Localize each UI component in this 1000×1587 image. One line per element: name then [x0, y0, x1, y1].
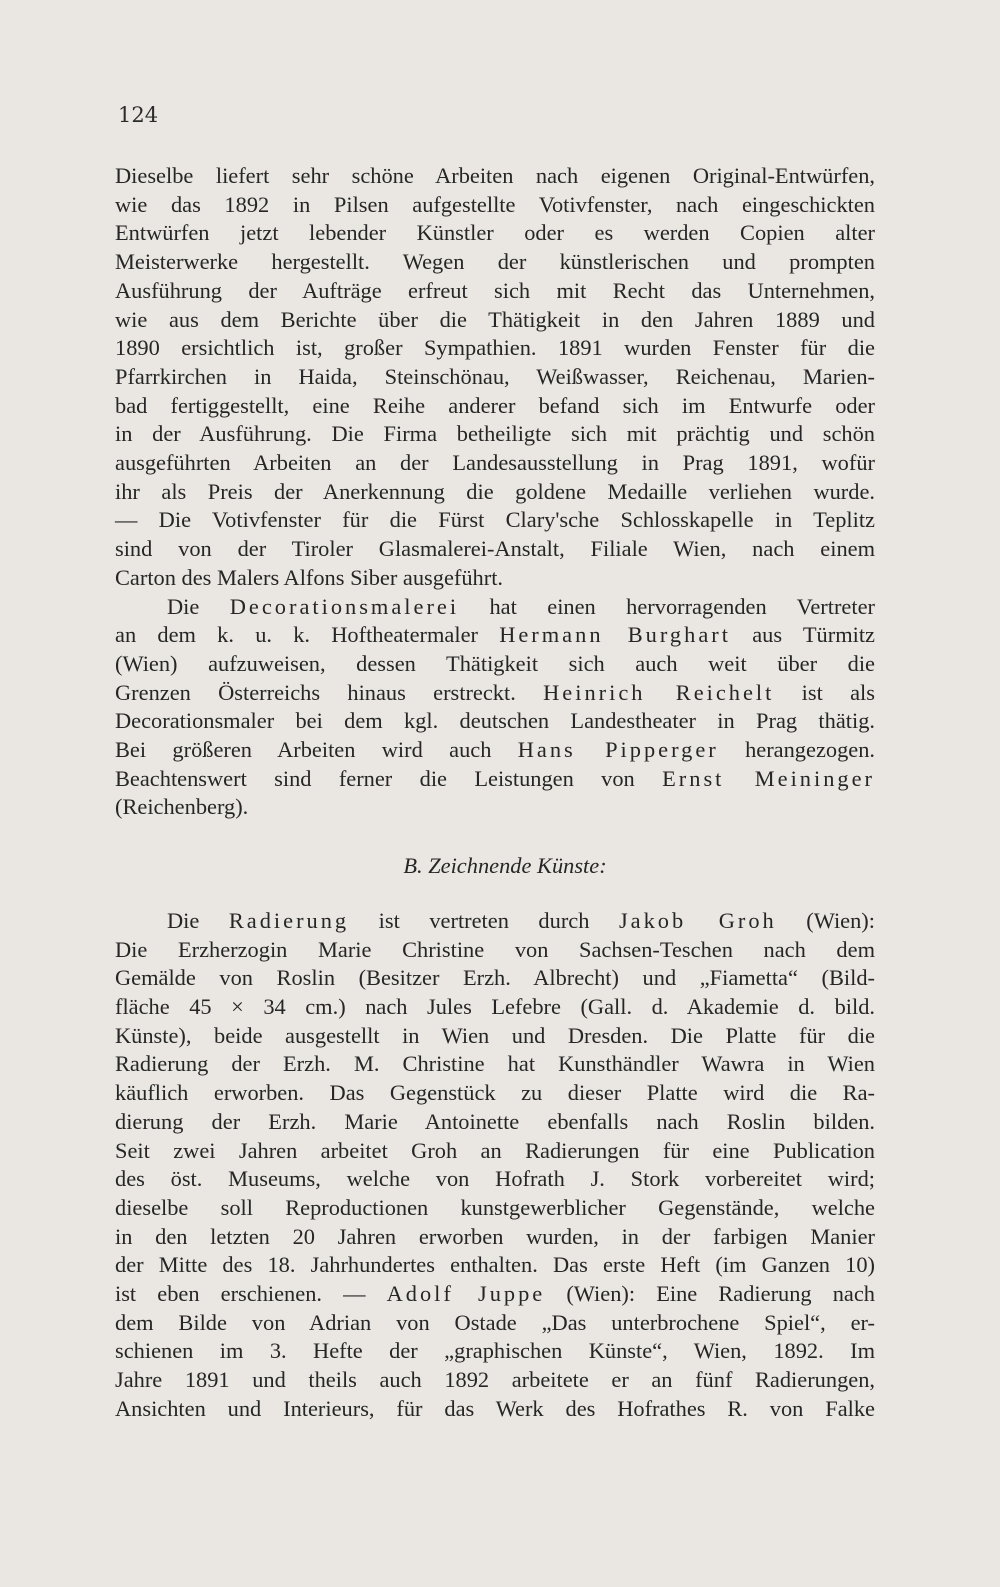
text-run: Bei größeren Arbeiten wird auch	[115, 737, 518, 763]
text-run: Die	[167, 593, 230, 619]
text-line: 1890 ersichtlich ist, großer Sympathien. 1891 wurden Fenster für die	[115, 335, 875, 361]
spaced-name: Jakob Groh	[618, 907, 777, 933]
text-run: Grenzen Österreichs hinaus erstreckt.	[115, 679, 544, 705]
text-line: des öst. Museums, welche von Hofrath J. Stork vorbereitet wird;	[115, 1166, 875, 1192]
text-run: herangezogen.	[718, 737, 876, 763]
text-line: wie aus dem Berichte über die Thätigkeit in den Jahren 1889 und	[115, 306, 875, 332]
page-number: 124	[118, 103, 159, 127]
text-run: ist als	[774, 679, 875, 705]
text-line: Meisterwerke hergestellt. Wegen der künstlerischen und prompten	[115, 249, 875, 275]
text-line: dieselbe soll Reproductionen kunstgewerblicher Gegenstände, welche	[115, 1194, 875, 1220]
paragraph-decoration-painting	[115, 593, 875, 823]
text-line: ausgeführten Arbeiten an der Landesausstellung in Prag 1891, wofür	[115, 450, 875, 476]
text-line: Ansichten und Interieurs, für das Werk des Hofrathes R. von Falke	[115, 1395, 875, 1421]
paragraph-etching	[115, 907, 875, 1424]
text-run: hat einen hervorragenden Vertreter	[459, 593, 875, 619]
spaced-name: Heinrich Reichelt	[543, 679, 775, 705]
text-line	[115, 679, 875, 708]
text-line: Dieselbe liefert sehr schöne Arbeiten nach eigenen Original-Entwürfen,	[115, 163, 875, 188]
spaced-term: Decorationsmalerei	[229, 593, 460, 619]
text-line: Carton des Malers Alfons Siber ausgeführt.	[115, 564, 504, 590]
text-line	[115, 765, 875, 794]
text-line: in der Ausführung. Die Firma betheiligte sich mit prächtig und schön	[115, 421, 875, 447]
text-run: ist vertreten durch	[349, 907, 619, 933]
text-line: in den letzten 20 Jahren erworben wurden, in der farbigen Manier	[115, 1223, 875, 1249]
text-line: (Wien) aufzuweisen, dessen Thätigkeit sich auch weit über die	[115, 650, 875, 676]
text-line	[115, 1280, 875, 1309]
text-line: Gemälde von Roslin (Besitzer Erzh. Albrecht) und „Fiametta“ (Bild-	[115, 965, 875, 991]
text-line: dem Bilde von Adrian von Ostade „Das unterbrochene Spiel“, er-	[115, 1309, 875, 1335]
text-run: (Wien): Eine Radierung nach	[545, 1281, 876, 1307]
text-line: sind von der Tiroler Glasmalerei-Anstalt, Filiale Wien, nach einem	[115, 536, 875, 562]
text-run: an dem k. u. k. Hoftheatermaler	[115, 622, 500, 648]
spaced-name: Adolf Juppe	[386, 1281, 546, 1307]
text-run: (Wien):	[776, 907, 875, 933]
text-line: bad fertiggestellt, eine Reihe anderer befand sich im Entwurfe oder	[115, 392, 875, 418]
text-line: (Reichenberg).	[115, 794, 249, 820]
text-line: der Mitte des 18. Jahrhundertes enthalten. Das erste Heft (im Ganzen 10)	[115, 1252, 875, 1278]
text-line: Die Erzherzogin Marie Christine von Sachsen-Teschen nach dem	[115, 936, 875, 962]
spaced-name: Hermann Burghart	[499, 622, 731, 648]
text-line: Seit zwei Jahren arbeitet Groh an Radierungen für eine Publication	[115, 1137, 875, 1163]
text-line	[115, 907, 875, 936]
text-line	[115, 736, 875, 765]
text-line: Decorationsmaler bei dem kgl. deutschen Landestheater in Prag thätig.	[115, 708, 875, 734]
text-run: ist eben erschienen. —	[115, 1281, 387, 1307]
section-heading: B. Zeichnende Künste:	[403, 853, 607, 879]
text-line: dierung der Erzh. Marie Antoinette ebenfalls nach Roslin bilden.	[115, 1108, 875, 1134]
text-line: — Die Votivfenster für die Fürst Clary'sche Schlosskapelle in Teplitz	[115, 507, 875, 533]
spaced-name: Hans Pipperger	[517, 737, 719, 763]
text-line: käuflich erworben. Das Gegenstück zu dieser Platte wird die Ra-	[115, 1080, 875, 1106]
spaced-name: Ernst Meininger	[662, 765, 875, 791]
text-line: Jahre 1891 und theils auch 1892 arbeitete er an fünf Radierungen,	[115, 1367, 875, 1393]
text-line: schienen im 3. Hefte der „graphischen Künste“, Wien, 1892. Im	[115, 1338, 875, 1364]
text-line: fläche 45 × 34 cm.) nach Jules Lefebre (Gall. d. Akademie d. bild.	[115, 993, 875, 1019]
text-run: Beachtenswert sind ferner die Leistungen von	[115, 765, 663, 791]
text-line: Pfarrkirchen in Haida, Steinschönau, Weißwasser, Reichenau, Marien-	[115, 363, 875, 389]
text-line: Radierung der Erzh. M. Christine hat Kunsthändler Wawra in Wien	[115, 1051, 875, 1077]
text-line	[115, 621, 875, 650]
text-line	[115, 593, 875, 622]
text-line: Entwürfen jetzt lebender Künstler oder es werden Copien alter	[115, 220, 875, 246]
text-run: aus Türmitz	[730, 622, 875, 648]
text-line: ihr als Preis der Anerkennung die goldene Medaille verliehen wurde.	[115, 478, 875, 504]
text-run: Die	[167, 907, 229, 933]
spaced-term: Radierung	[228, 907, 350, 933]
text-line: Künste), beide ausgestellt in Wien und Dresden. Die Platte für die	[115, 1022, 875, 1048]
paragraph-glass-painting	[115, 162, 875, 593]
text-line: Ausführung der Aufträge erfreut sich mit Recht das Unternehmen,	[115, 277, 875, 303]
text-line: wie das 1892 in Pilsen aufgestellte Votivfenster, nach eingeschickten	[115, 191, 875, 217]
body-text	[115, 162, 875, 1424]
